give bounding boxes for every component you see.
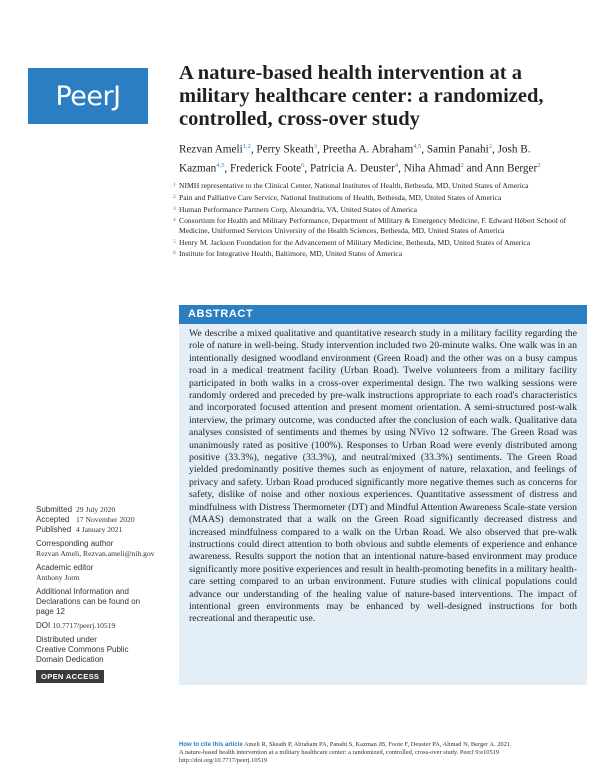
logo-text: PeerJ (55, 80, 121, 112)
citation-link[interactable]: http://doi.org/10.7717/peerj.10519 (179, 757, 268, 764)
author-separator: , (304, 162, 310, 175)
affiliation-text: Henry M. Jackson Foundation for the Advancement of Military Medicine, Bethesda, MD, United States of America (179, 237, 531, 247)
abstract-heading: ABSTRACT (179, 305, 587, 324)
author-name: Perry Skeath (256, 143, 314, 156)
abstract-text: We describe a mixed qualitative and quantitative research study in a military facility regarding the role of nature in well-being. Study intervention included two 20-minute walks. One walk was in an intentionally designed woodland environment (Green Road) and the other was on a busy campus road in a medical treatment facility (Urban Road). Twelve volunteers from a military facility participated in both walks in a cross-over experimental design. The two walking sessions were randomly ordered and preceded by pre-walk instructions appropriate to each road's characteristics and incorporated focused attention and present moment orientation. A semi-structured post-walk interview, the primary outcome, was conducted after the conclusion of each walk. Qualitative data analyses consisted of sentiments and themes by using NVivo 12 software. The Green Road was unanimously rated as positive (100%). Responses to Urban Road were evenly distributed among positive (33.3%), negative (33.3%), and neutral/mixed (33.3%) sentiments. The Green Road yielded predominantly positive themes such as enjoyment of nature, relaxation, and feelings of privacy and safety. Urban Road produced significantly more negative themes such as concerns for safety, dislike of noise and other noxious experiences. Quantitative assessment of distress and mindfulness with Distress Thermometer (DT) and Mindful Attention Awareness Scale-state version (MAAS) demonstrated that a walk on the Green Road significantly decreased distress and increased mindfulness compared to a walk on the Urban Road. We also observed that pre-walk instructions could direct attention to both obvious and subtle elements of experience and enhance awareness. Results support the notion that an intentional nature-based environment may produce significantly more positive experiences and result in health-promoting benefits in a military health-care setting compared to an urban environment. Future studies with clinical populations could advance our understanding of the healing value of nature-based interventions. The impact of intentional green environments may be enhanced by well-designed instructions for both recreational and therapeutic use. (189, 328, 577, 625)
corresponding-author[interactable]: Rezvan Ameli, Rezvan.ameli@nih.gov (36, 549, 155, 558)
academic-editor: Anthony Jorm (36, 573, 80, 582)
affiliation-text: Consortium for Health and Military Performance, Department of Military & Emergency Medicine, F. Edward Hébert School of Medicine, Uniformed Services University of the Health Sciences, Bethesda, MD, United States of America (179, 216, 567, 235)
author-name: Patricia A. Deuster (310, 162, 395, 175)
affiliation-number: 2 (173, 193, 176, 200)
author-name: Preetha A. Abraham (322, 143, 414, 156)
author-affiliation-marker: 2 (537, 161, 541, 169)
citation-line-1: Ameli R, Skeath P, Abraham PA, Panahi S, Kazman JB, Foote F, Deuster PA, Ahmad N, Berger A. 2021. (243, 741, 512, 748)
submitted-date: 29 July 2020 (76, 505, 116, 514)
author-affiliation-marker: 3 (313, 143, 318, 150)
accepted-row (36, 515, 164, 525)
author-name: Josh B. Kazman (179, 143, 531, 175)
author-separator: , (250, 143, 257, 156)
submitted-row (36, 505, 164, 515)
author-affiliation-marker: 4,5 (216, 161, 225, 169)
license-line-1: Distributed under (36, 635, 97, 644)
author-name: Samin Panahi (426, 143, 489, 156)
author-name: Frederick Foote (230, 162, 302, 175)
affiliation-text: Human Performance Partners Corp, Alexandria, VA, United States of America (179, 204, 418, 214)
published-date: 4 January 2021 (76, 525, 123, 534)
published-label: Published (36, 525, 72, 534)
citation-line-2: A nature-based health intervention at a military healthcare center: a randomized, controlled, cross-over study. PeerJ 9:e10519 (179, 749, 500, 756)
author-affiliation-marker: 6 (301, 161, 305, 169)
author-affiliation-marker: 4 (394, 161, 399, 169)
doi-row (36, 621, 164, 631)
open-access-badge: OPEN ACCESS (36, 670, 104, 683)
author-separator: and (463, 162, 485, 175)
accepted-label: Accepted (36, 515, 70, 524)
author-separator: , (491, 143, 498, 156)
license-line-3[interactable]: Domain Dedication (36, 655, 104, 664)
doi-label: DOI (36, 621, 51, 630)
citation-block (179, 741, 579, 765)
corresponding-label: Corresponding author (36, 539, 114, 548)
article-info-sidebar (36, 505, 164, 683)
author-affiliation-marker: 2 (460, 161, 464, 169)
published-row (36, 525, 164, 535)
citation-label: How to cite this article (179, 742, 243, 748)
author-separator: , (398, 162, 404, 175)
affiliation-number: 3 (173, 205, 176, 212)
author-name: Ann Berger (484, 162, 538, 175)
affiliation-item (173, 181, 588, 190)
author-affiliation-marker: 4,5 (413, 143, 422, 150)
author-name: Rezvan Ameli (179, 143, 243, 156)
author-affiliation-marker: 1,2 (242, 143, 251, 150)
additional-info-line-3: page 12 (36, 607, 65, 616)
author-name: Niha Ahmad (403, 162, 461, 175)
affiliation-text: Institute for Integrative Health, Baltimore, MD, United States of America (179, 249, 403, 259)
affiliation-number: 5 (173, 238, 176, 245)
peerj-logo (28, 68, 148, 124)
author-separator: , (421, 143, 427, 156)
author-separator: , (317, 143, 323, 156)
affiliations (173, 181, 588, 261)
affiliation-item (173, 205, 588, 214)
author-list (179, 139, 579, 176)
abstract-box (179, 305, 587, 685)
license-line-2[interactable]: Creative Commons Public (36, 645, 129, 654)
author-affiliation-marker: 2 (488, 143, 492, 150)
affiliation-item (173, 238, 588, 247)
additional-info-line-1: Additional Information and (36, 587, 129, 596)
affiliation-item (173, 249, 588, 258)
affiliation-text: Pain and Palliative Care Service, National Institutions of Health, Bethesda, MD, United States of America (179, 192, 502, 202)
additional-info-line-2: Declarations can be found on (36, 597, 141, 606)
affiliation-text: NIMH representative to the Clinical Center, National Institutes of Health, Bethesda, MD, United States of America (179, 181, 529, 190)
affiliation-number: 6 (173, 250, 176, 257)
affiliation-number: 1 (173, 182, 176, 188)
affiliation-item (173, 216, 588, 235)
editor-label: Academic editor (36, 563, 94, 572)
accepted-date: 17 November 2020 (76, 515, 135, 524)
author-separator: , (224, 162, 230, 175)
submitted-label: Submitted (36, 505, 73, 514)
affiliation-item (173, 193, 588, 202)
article-title: A nature-based health intervention at a military healthcare center: a randomized, controlled, cross-over study (179, 62, 544, 130)
doi-link[interactable]: 10.7717/peerj.10519 (52, 621, 116, 630)
affiliation-number: 4 (173, 217, 176, 224)
